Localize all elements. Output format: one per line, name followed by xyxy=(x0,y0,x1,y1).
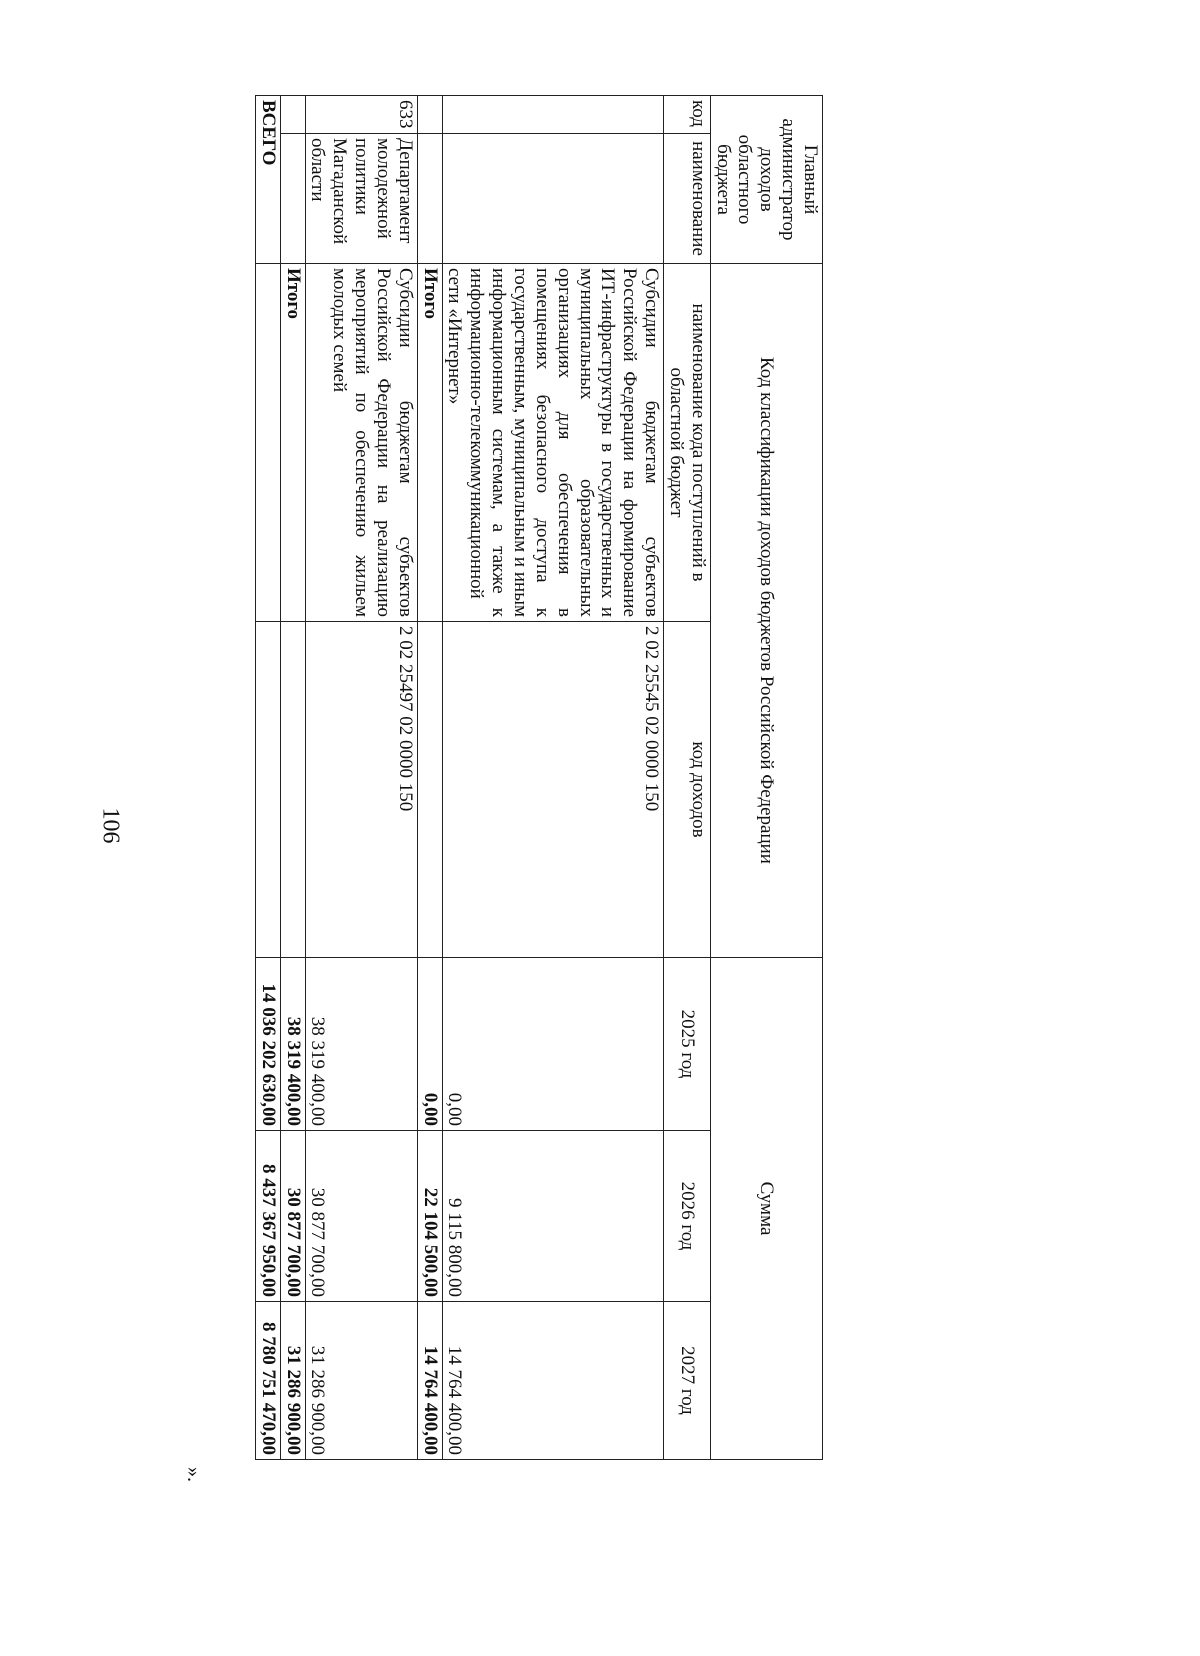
cell-2025: 0,00 xyxy=(442,958,663,1131)
closing-quote-mark: ». xyxy=(183,1467,205,1482)
cell-2027: 14 764 400,00 xyxy=(442,1302,663,1460)
page-number: 106 xyxy=(97,807,124,844)
subtotal-label: Итого xyxy=(280,264,305,622)
rotated-table-wrapper xyxy=(177,95,823,1482)
header-2027: 2027 год xyxy=(664,1302,711,1460)
grand-total-2026: 8 437 367 950,00 xyxy=(255,1131,280,1302)
grand-total-2025: 14 036 202 630,00 xyxy=(255,958,280,1131)
grand-total-2027: 8 780 751 470,00 xyxy=(255,1302,280,1460)
subtotal-2026: 22 104 500,00 xyxy=(417,1131,442,1302)
cell-2027: 31 286 900,00 xyxy=(305,1302,417,1460)
table-row xyxy=(442,96,663,1460)
cell-kod xyxy=(442,96,663,134)
cell-income-code xyxy=(417,622,442,958)
cell-income-code: 2 02 25497 02 0000 150 xyxy=(305,622,417,958)
header-name: наименование xyxy=(664,134,711,264)
subtotal-row xyxy=(417,96,442,1460)
header-income-name: наименование кода поступлений в областной бюджет xyxy=(664,264,711,622)
cell-admin-name xyxy=(442,134,663,264)
subtotal-2026: 30 877 700,00 xyxy=(280,1131,305,1302)
header-admin-group: Главный администратор доходов областного бюджета xyxy=(710,96,822,264)
cell-admin-name xyxy=(280,134,305,264)
subtotal-row xyxy=(280,96,305,1460)
cell-admin-name xyxy=(417,134,442,264)
cell-income-code: 2 02 25545 02 0000 150 xyxy=(442,622,663,958)
cell-admin-name: Департамент молодежной политики Магаданской области xyxy=(305,134,417,264)
header-kod: код xyxy=(664,96,711,134)
budget-income-table xyxy=(255,95,823,1460)
cell-2025: 38 319 400,00 xyxy=(305,958,417,1131)
table-row xyxy=(305,96,417,1460)
cell-income-name xyxy=(255,264,280,622)
subtotal-2027: 14 764 400,00 xyxy=(417,1302,442,1460)
subtotal-label: Итого xyxy=(417,264,442,622)
subtotal-2025: 38 319 400,00 xyxy=(280,958,305,1131)
cell-income-name: Субсидии бюджетам субъектов Российской Федерации на формирование ИТ-инфраструктуры в государственных и муниципальных образовательных организациях для обеспечения в помещениях безопасного доступа к государственным, муниципальным и иным информационным системам, а также к информационно-телекоммуникационной сети «Интернет» xyxy=(442,264,663,622)
header-code-group: Код классификации доходов бюджетов Российской Федерации xyxy=(710,264,822,958)
header-2026: 2026 год xyxy=(664,1131,711,1302)
cell-kod: 633 xyxy=(305,96,417,134)
cell-income-code xyxy=(255,622,280,958)
header-2025: 2025 год xyxy=(664,958,711,1131)
subtotal-2025: 0,00 xyxy=(417,958,442,1131)
cell-2026: 9 115 800,00 xyxy=(442,1131,663,1302)
grand-total-label: ВСЕГО xyxy=(255,96,280,264)
header-row-groups xyxy=(710,96,822,1460)
cell-kod xyxy=(280,96,305,134)
header-sum-group: Сумма xyxy=(710,958,822,1460)
header-row-columns xyxy=(664,96,711,1460)
subtotal-2027: 31 286 900,00 xyxy=(280,1302,305,1460)
cell-income-code xyxy=(280,622,305,958)
header-income-code: код доходов xyxy=(664,622,711,958)
cell-kod xyxy=(417,96,442,134)
cell-income-name: Субсидии бюджетам субъектов Российской Федерации на реализацию мероприятий по обеспечению жильем молодых семей xyxy=(305,264,417,622)
grand-total-row xyxy=(255,96,280,1460)
cell-2026: 30 877 700,00 xyxy=(305,1131,417,1302)
